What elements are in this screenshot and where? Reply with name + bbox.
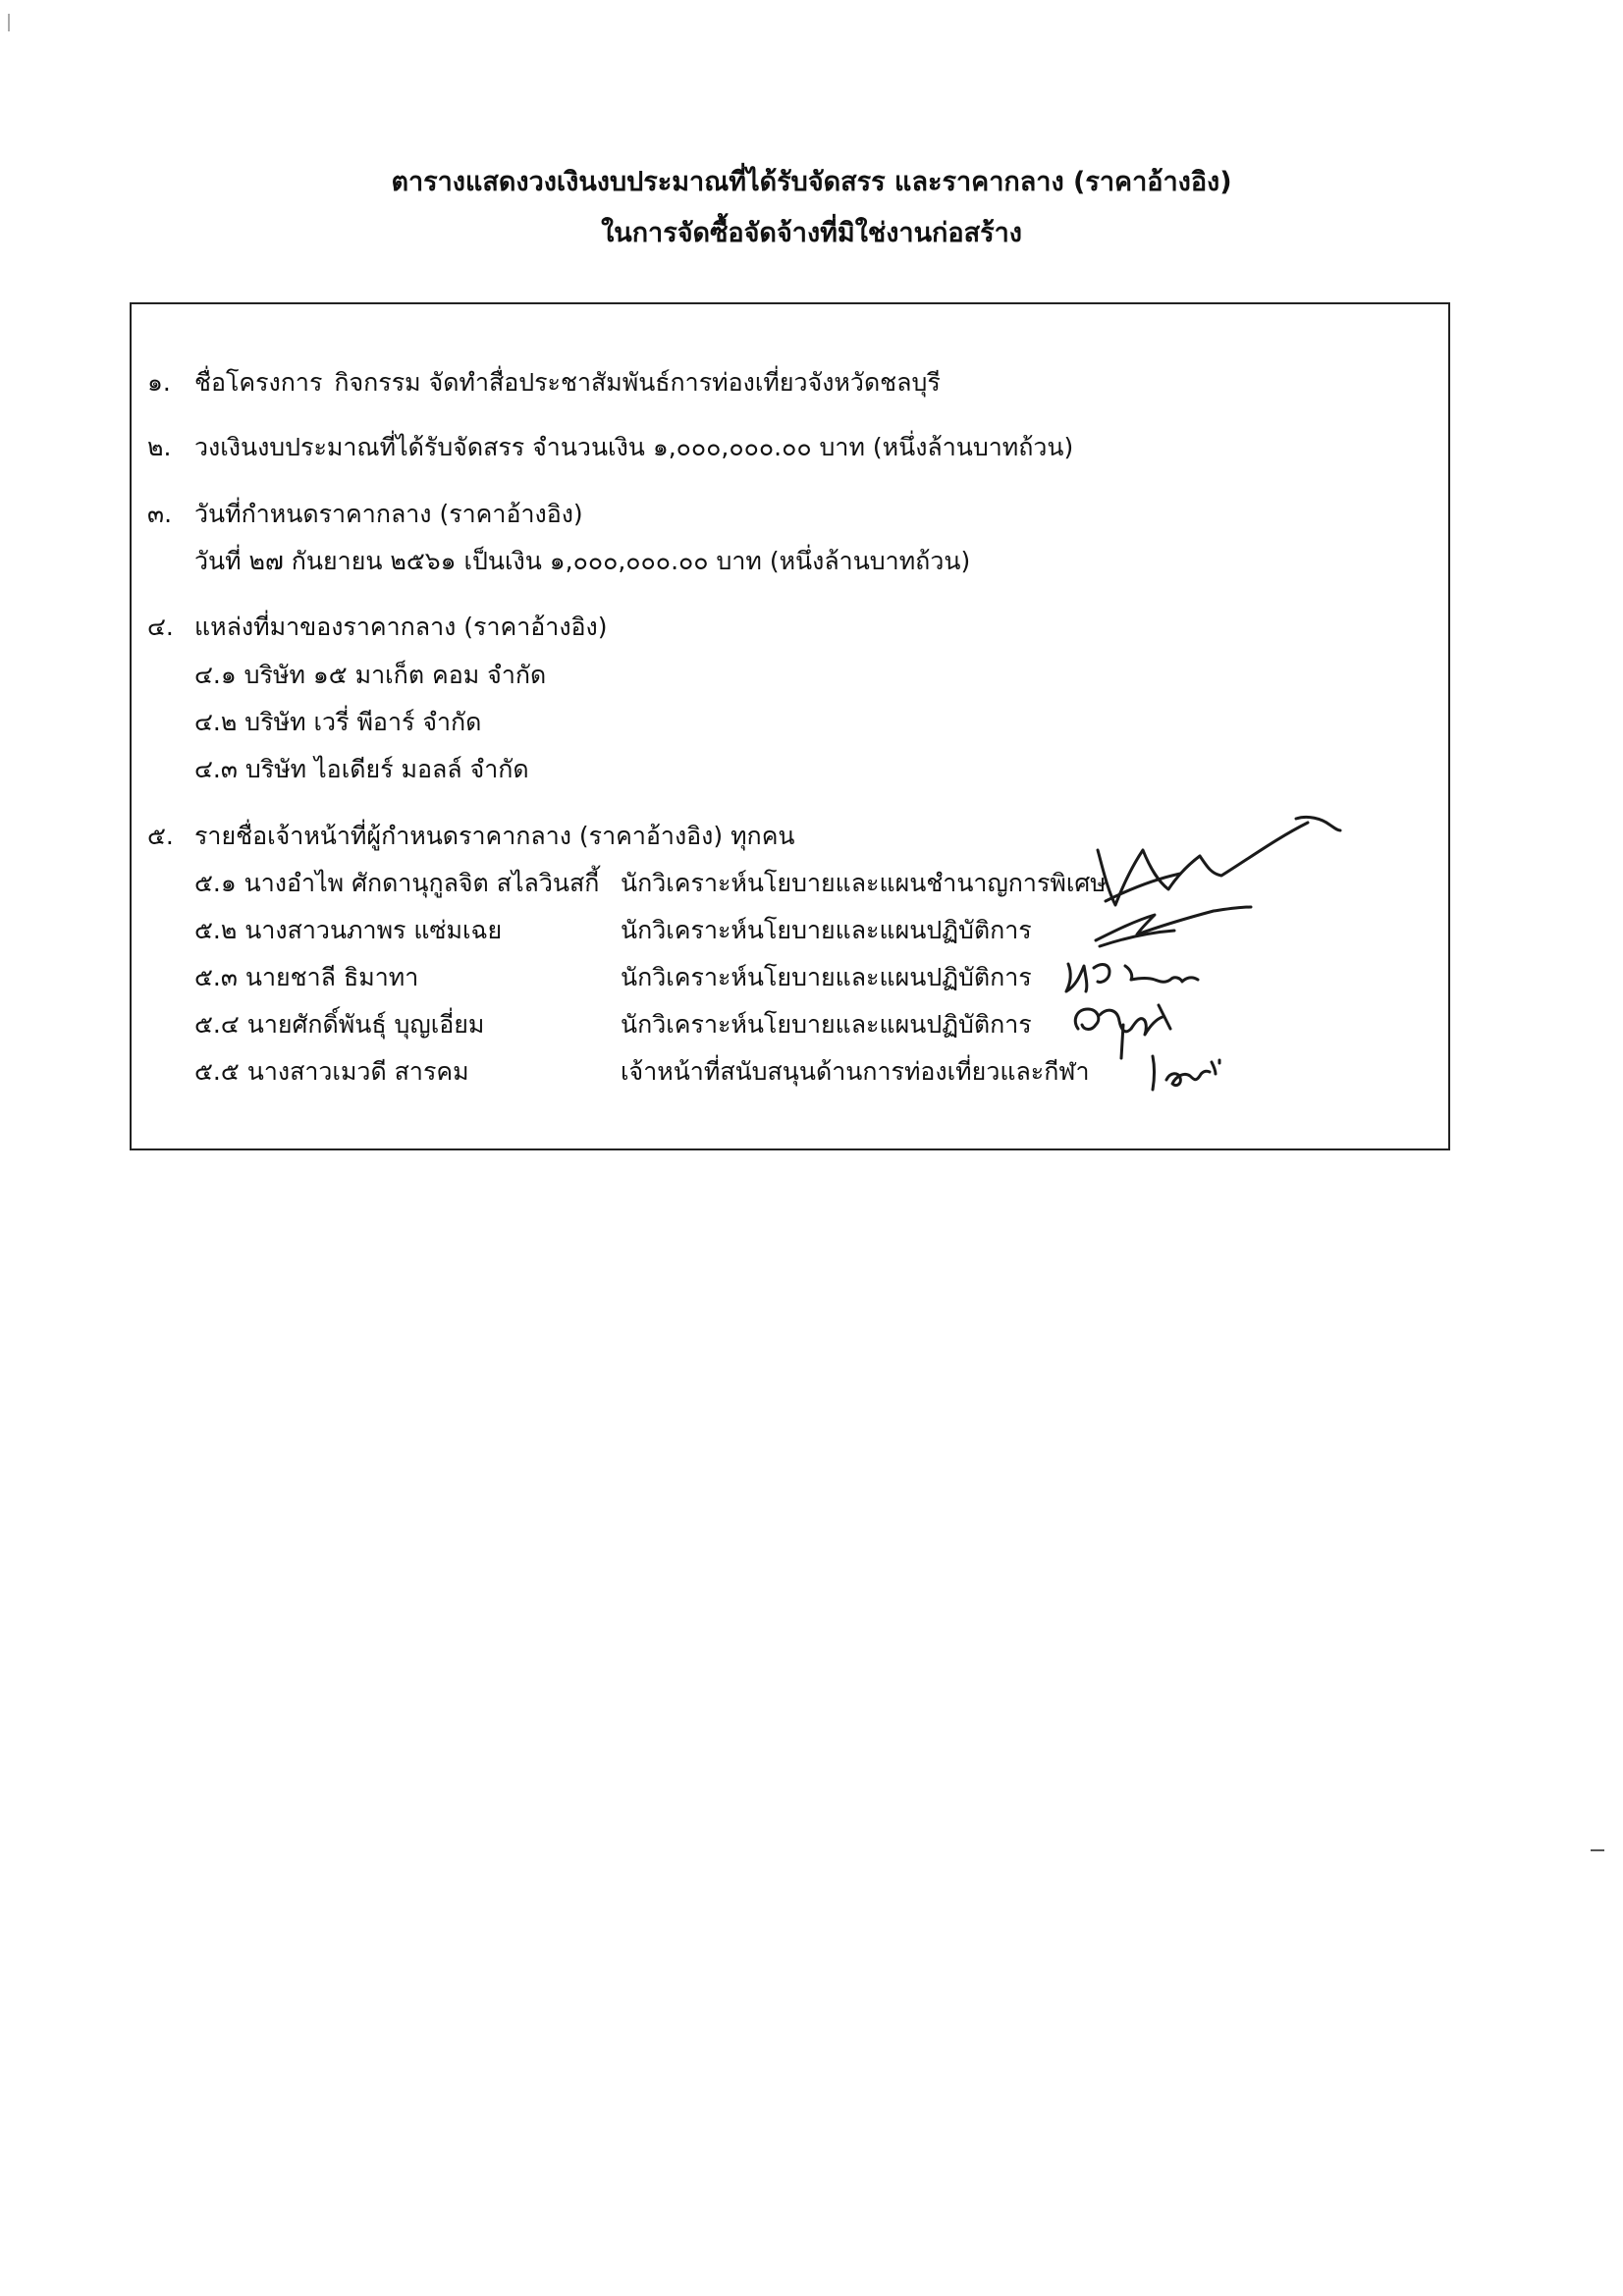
officer-3-name: ๕.๓ นายชาลี ธิมาทา xyxy=(194,963,419,991)
officer-4-name: ๕.๔ นายศักดิ์พันธุ์ บุญเอี่ยม xyxy=(194,1010,485,1039)
item-1 xyxy=(147,367,941,399)
officer-1-position: นักวิเคราะห์นโยบายและแผนชำนาญการพิเศษ xyxy=(621,869,1107,897)
item-2-text: วงเงินงบประมาณที่ได้รับจัดสรร จำนวนเงิน ๑,๐๐๐,๐๐๐.๐๐ บาท (หนึ่งล้านบาทถ้วน) xyxy=(194,433,1074,461)
item-4 xyxy=(147,612,608,643)
item-4-number: ๔. xyxy=(147,613,174,641)
item-1-label: ชื่อโครงการ xyxy=(194,368,323,397)
source-item-2: ๔.๒ บริษัท เวรี่ พีอาร์ จำกัด xyxy=(194,708,482,736)
source-item-3: ๔.๓ บริษัท ไอเดียร์ มอลล์ จำกัด xyxy=(194,755,529,783)
item-5-number: ๕. xyxy=(147,822,174,850)
item-3 xyxy=(147,499,583,530)
item-3-number: ๓. xyxy=(147,500,173,528)
item-3-detail: วันที่ ๒๗ กันยายน ๒๕๖๑ เป็นเงิน ๑,๐๐๐,๐๐๐.๐๐ บาท (หนึ่งล้านบาทถ้วน) xyxy=(194,547,971,575)
document-title-line-2: ในการจัดซื้อจัดจ้างที่มิใช่งานก่อสร้าง xyxy=(601,218,1022,248)
source-item-1: ๔.๑ บริษัท ๑๕ มาเก็ต คอม จำกัด xyxy=(194,661,547,689)
item-1-number: ๑. xyxy=(147,368,171,397)
officer-5-position: เจ้าหน้าที่สนับสนุนด้านการท่องเที่ยวและกีฬา xyxy=(621,1057,1090,1086)
officer-4-position: นักวิเคราะห์นโยบายและแผนปฏิบัติการ xyxy=(621,1010,1032,1039)
scan-edge-mark xyxy=(1591,1849,1604,1851)
signature-5 xyxy=(1147,1048,1225,1097)
officer-2-name: ๕.๒ นางสาวนภาพร แซ่มเฉย xyxy=(194,916,503,944)
officer-5-name: ๕.๕ นางสาวเมวดี สารคม xyxy=(194,1057,469,1086)
officer-1-name: ๕.๑ นางอำไพ ศักดานุกูลจิต สไลวินสกี้ xyxy=(194,869,600,897)
item-1-value: กิจกรรม จัดทำสื่อประชาสัมพันธ์การท่องเที่ยวจังหวัดชลบุรี xyxy=(334,368,941,397)
item-4-text: แหล่งที่มาของราคากลาง (ราคาอ้างอิง) xyxy=(194,613,608,641)
item-5 xyxy=(147,821,795,852)
signature-2 xyxy=(1090,901,1257,950)
officer-2-position: นักวิเคราะห์นโยบายและแผนปฏิบัติการ xyxy=(621,916,1032,944)
document-title-line-1: ตารางแสดงวงเงินงบประมาณที่ได้รับจัดสรร และราคากลาง (ราคาอ้างอิง) xyxy=(391,167,1232,197)
scan-edge-mark-top-left xyxy=(8,14,10,31)
officer-3-position: นักวิเคราะห์นโยบายและแผนปฏิบัติการ xyxy=(621,963,1032,991)
item-5-text: รายชื่อเจ้าหน้าที่ผู้กำหนดราคากลาง (ราคาอ้างอิง) ทุกคน xyxy=(194,822,795,850)
item-3-text: วันที่กำหนดราคากลาง (ราคาอ้างอิง) xyxy=(194,500,583,528)
item-2 xyxy=(147,432,1073,463)
item-2-number: ๒. xyxy=(147,433,172,461)
